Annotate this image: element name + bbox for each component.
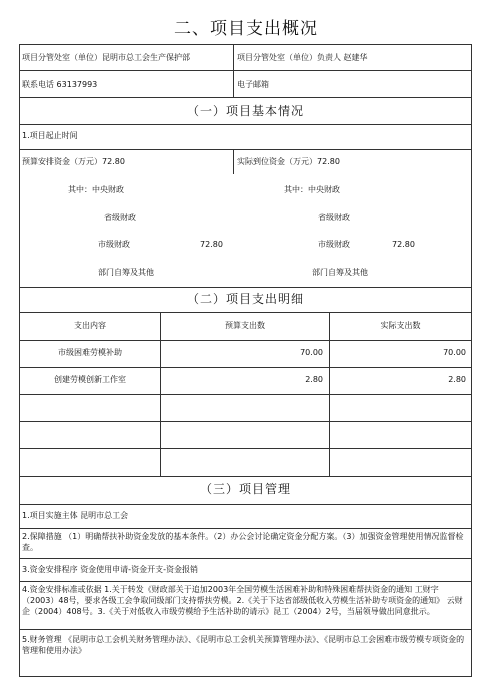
actual-value: 72.80 bbox=[317, 157, 340, 166]
detail-row-actual: 2.80 bbox=[448, 375, 466, 384]
row-divider bbox=[19, 528, 472, 529]
row-divider bbox=[19, 287, 472, 288]
financial-management: 5.财务管理 《昆明市总工会机关财务管理办法》、《昆明市总工会机关预算管理办法》、《昆明市总工会困难市级劳模专项资金的管理和使用办法》 bbox=[22, 635, 465, 655]
left-provincial-label: 省级财政 bbox=[104, 213, 136, 222]
detail-row-budget: 70.00 bbox=[300, 348, 323, 357]
row-divider bbox=[19, 149, 472, 150]
detail-row-actual: 70.00 bbox=[443, 348, 466, 357]
actual-label: 实际到位资金（万元） bbox=[237, 157, 317, 166]
dept-cell bbox=[22, 53, 190, 63]
left-dept-label: 部门自筹及其他 bbox=[98, 268, 154, 277]
column-divider bbox=[233, 44, 234, 97]
row-divider bbox=[19, 421, 472, 422]
row-divider bbox=[19, 558, 472, 559]
column-divider bbox=[233, 149, 234, 174]
right-provincial-label: 省级财政 bbox=[318, 213, 350, 222]
left-city-value: 72.80 bbox=[200, 240, 223, 249]
resp-cell bbox=[237, 53, 368, 63]
procedure-label: 3.资金安排程序 bbox=[22, 565, 78, 574]
procedure-cell bbox=[22, 565, 198, 575]
resp-label: 项目分管处室（单位）负责人 bbox=[237, 53, 341, 62]
section-management-title: （三）项目管理 bbox=[199, 482, 291, 496]
budget-label: 预算安排资金（万元） bbox=[22, 157, 102, 166]
actual-cell bbox=[237, 157, 340, 167]
column-divider bbox=[160, 312, 161, 476]
implementer-value: 昆明市总工会 bbox=[80, 511, 129, 520]
right-city-value: 72.80 bbox=[392, 240, 415, 249]
row-divider bbox=[19, 581, 472, 582]
column-divider bbox=[329, 312, 330, 476]
row-divider bbox=[19, 504, 472, 505]
row-divider bbox=[19, 394, 472, 395]
period-label: 1.项目起止时间 bbox=[22, 131, 78, 140]
row-divider bbox=[19, 340, 472, 341]
row-divider bbox=[19, 448, 472, 449]
budget-value: 72.80 bbox=[102, 157, 125, 166]
detail-row-item: 市级困难劳模补助 bbox=[58, 348, 122, 357]
form-table bbox=[19, 44, 472, 677]
left-city-label: 市级财政 bbox=[98, 240, 130, 249]
funding-basis: 4.资金安排标准或依据 1.关于转发《财政部关于追加2003年全国劳模生活困难补助和特殊困难帮扶资金的通知 工财字（2003）48号，要求各级工会争取同级部门支持帮扶劳模。2.《关于下达省部级低收入劳模生活补助专项资金的通知》 云财企（2004）408号。3.《关于对低收入市级劳模给予生活补助的请示》昆工（2004）2号，当届领导做出同意批示。 bbox=[22, 585, 463, 616]
left-central-label: 其中：中央财政 bbox=[68, 185, 124, 194]
dept-label: 项目分管处室（单位） bbox=[22, 53, 102, 62]
row-divider bbox=[19, 124, 472, 125]
col-header-actual: 实际支出数 bbox=[380, 321, 421, 330]
row-divider bbox=[19, 70, 472, 71]
phone-value: 63137993 bbox=[56, 80, 98, 89]
implementer-label: 1.项目实施主体 bbox=[22, 511, 78, 520]
phone-label: 联系电话 bbox=[22, 80, 54, 89]
procedure-value: 资金使用申请-资金开支-资金报销 bbox=[80, 565, 198, 574]
implementer-cell bbox=[22, 511, 128, 521]
row-divider bbox=[19, 367, 472, 368]
dept-value: 昆明市总工会生产保护部 bbox=[102, 53, 190, 62]
section-detail-title: （二）项目支出明细 bbox=[186, 292, 304, 306]
safeguard-measures: 2.保障措施 （1）明确帮扶补助资金发放的基本条件。（2）办公会讨论确定资金分配方案。（3）加强资金管理使用情况监督检查。 bbox=[22, 532, 464, 552]
col-header-item: 支出内容 bbox=[74, 321, 106, 330]
budget-cell bbox=[22, 157, 125, 167]
email-label: 电子邮箱 bbox=[237, 80, 269, 89]
resp-value: 赵建华 bbox=[343, 53, 368, 62]
detail-row-item: 创建劳模创新工作室 bbox=[54, 375, 126, 384]
phone-cell bbox=[22, 80, 97, 90]
page-title: 二、项目支出概况 bbox=[174, 19, 318, 39]
row-divider bbox=[19, 476, 472, 477]
right-dept-label: 部门自筹及其他 bbox=[312, 268, 368, 277]
section-basic-title: （一）项目基本情况 bbox=[186, 104, 304, 118]
col-header-budget: 预算支出数 bbox=[225, 321, 265, 330]
detail-row-budget: 2.80 bbox=[305, 375, 323, 384]
row-divider bbox=[19, 312, 472, 313]
right-city-label: 市级财政 bbox=[318, 240, 350, 249]
row-divider bbox=[19, 97, 472, 98]
row-divider bbox=[19, 629, 472, 630]
right-central-label: 其中：中央财政 bbox=[284, 185, 340, 194]
